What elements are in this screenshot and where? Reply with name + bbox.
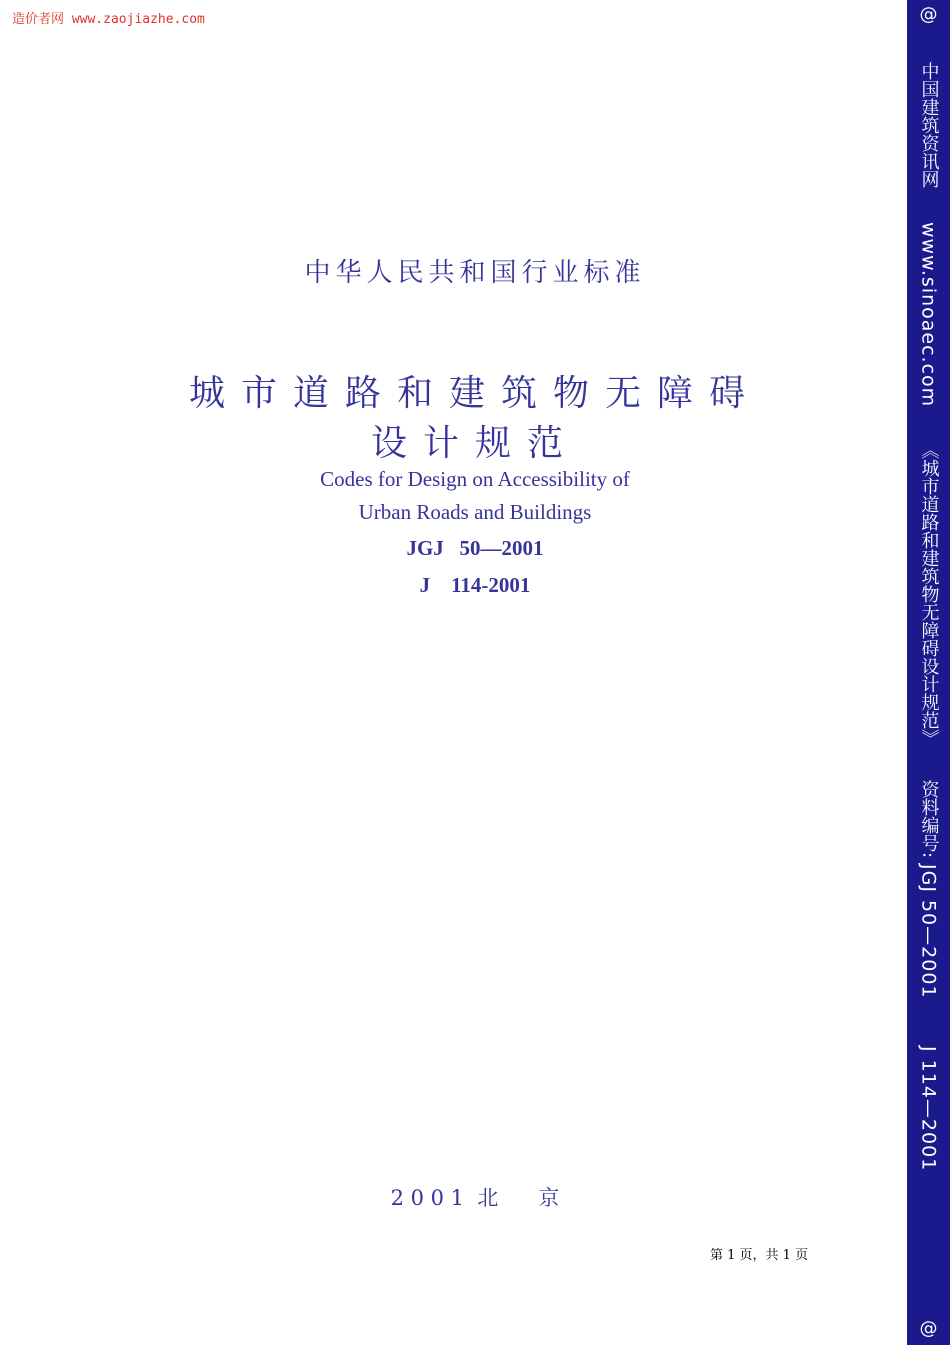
- document-title-cn-line2: 设计规范: [370, 423, 579, 464]
- watermark-text: 造价者网 www.zaojiazhe.com: [12, 12, 205, 27]
- sidebar-site-name: 中国建筑资讯网: [918, 62, 940, 188]
- sidebar-doc-title: 《城市道路和建筑物无障碍设计规范》: [918, 440, 940, 747]
- at-sign-icon: @: [919, 4, 938, 25]
- standard-code-jgj: JGJ 50—2001: [406, 536, 544, 560]
- document-title-en-line1: Codes for Design on Accessibility of: [320, 467, 630, 491]
- publication-year-place: 2 0 0 1 北 京: [390, 1186, 560, 1210]
- at-sign-icon: @: [919, 1318, 938, 1339]
- sidebar-doc-code-1: JGJ 50—2001: [917, 864, 940, 999]
- sidebar-doc-code-label: 资料编号:: [918, 780, 940, 859]
- document-title-cn-line1: 城市道路和建筑物无障碍: [188, 373, 761, 414]
- sidebar-doc-code-2: J 114—2001: [917, 1046, 940, 1172]
- industry-standard-heading: 中华人民共和国行业标准: [304, 258, 646, 288]
- sidebar-banner: [907, 0, 950, 1345]
- sidebar-vertical-text: [907, 62, 950, 1172]
- document-title-en-line2: Urban Roads and Buildings: [358, 500, 592, 524]
- page-number: 第 1 页，共 1 页: [710, 1248, 809, 1263]
- sidebar-site-url: www.sinoaec.com: [917, 221, 940, 407]
- standard-code-j: J 114-2001: [419, 573, 531, 597]
